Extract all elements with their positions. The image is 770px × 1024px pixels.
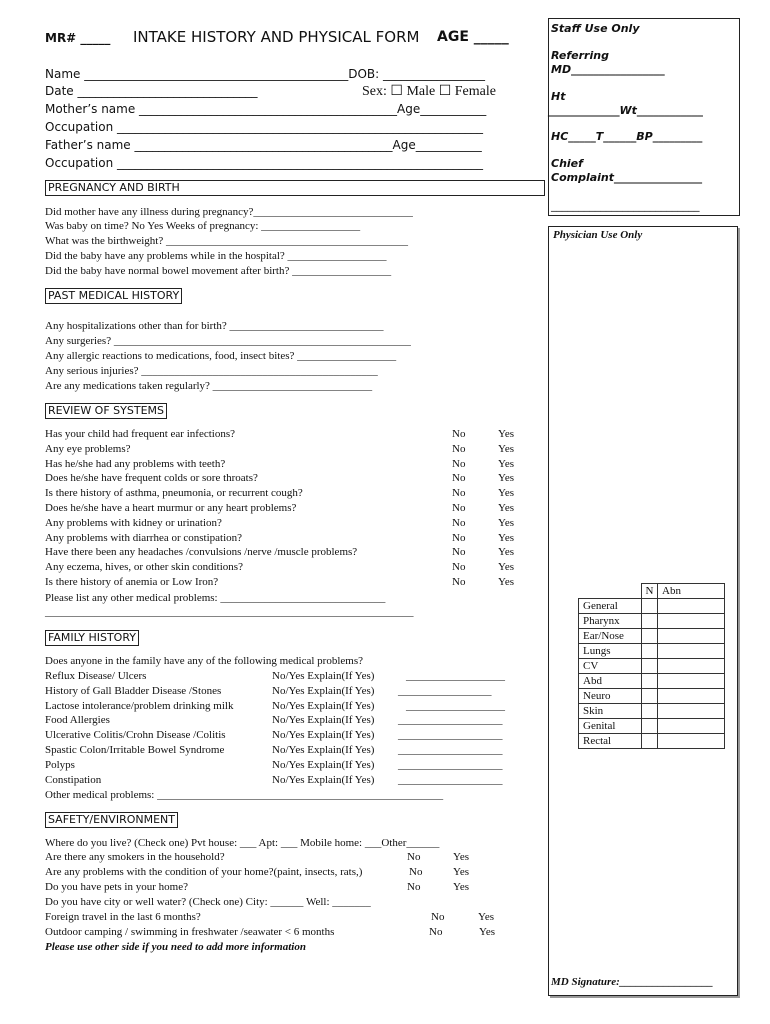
mr-number[interactable]: MR# _____ xyxy=(45,31,111,45)
family-yes-no-option[interactable]: No/Yes Explain(If Yes) xyxy=(272,685,375,697)
review-question: Is there history of anemia or Low Iron? xyxy=(45,576,219,588)
normal-cell[interactable] xyxy=(642,704,658,719)
review-question: Is there history of asthma, pneumonia, or recurrent cough? xyxy=(45,487,303,499)
normal-cell[interactable] xyxy=(642,629,658,644)
abnormal-cell[interactable] xyxy=(658,614,725,629)
date-field[interactable]: Date ______________________________ xyxy=(45,84,258,98)
foreign-travel-question: Foreign travel in the last 6 months? xyxy=(45,911,201,923)
abnormal-cell[interactable] xyxy=(658,719,725,734)
staff-use-title: Staff Use Only xyxy=(551,22,640,35)
physical-exam-table xyxy=(578,583,725,749)
family-condition-label: Constipation xyxy=(45,774,102,786)
pregnancy-on-time-question[interactable]: Was baby on time? No Yes Weeks of pregnancy: __________________ xyxy=(45,220,361,232)
no-option[interactable]: No xyxy=(452,561,466,573)
no-option[interactable]: No xyxy=(407,881,421,893)
family-yes-no-option[interactable]: No/Yes Explain(If Yes) xyxy=(272,744,375,756)
review-question: Any eye problems? xyxy=(45,443,131,455)
exam-label: Lungs xyxy=(579,644,642,659)
referring-label: Referring xyxy=(551,49,609,62)
pregnancy-hospital-question[interactable]: Did the baby have any problems while in the hospital? __________________ xyxy=(45,250,387,262)
yes-option[interactable]: Yes xyxy=(453,866,470,878)
medications-question[interactable]: Are any medications taken regularly? _____________________________ xyxy=(45,380,373,392)
family-condition-label: Polyps xyxy=(45,759,75,771)
yes-option[interactable]: Yes xyxy=(498,546,515,558)
no-option[interactable]: No xyxy=(452,487,466,499)
exam-label: Rectal xyxy=(579,734,642,749)
exam-label: Skin xyxy=(579,704,642,719)
father-occupation-field[interactable]: Occupation _____________________________________________________________ xyxy=(45,156,484,170)
no-option[interactable]: No xyxy=(452,443,466,455)
no-option[interactable]: No xyxy=(452,576,466,588)
exam-label: Pharynx xyxy=(579,614,642,629)
mother-name-field[interactable]: Mother’s name ___________________________________________Age___________ xyxy=(45,102,487,116)
family-yes-no-option[interactable]: No/Yes Explain(If Yes) xyxy=(272,700,375,712)
pregnancy-birthweight-question[interactable]: What was the birthweight? ____________________________________________ xyxy=(45,235,408,247)
yes-option[interactable]: Yes xyxy=(498,443,515,455)
home-condition-question: Are any problems with the condition of your home?(paint, insects, rats,) xyxy=(45,866,363,878)
family-yes-no-option[interactable]: No/Yes Explain(If Yes) xyxy=(272,670,375,682)
allergies-question[interactable]: Any allergic reactions to medications, food, insect bites? __________________ xyxy=(45,350,397,362)
yes-option[interactable]: Yes xyxy=(498,561,515,573)
physician-use-title: Physician Use Only xyxy=(553,229,643,241)
family-explain-field[interactable]: ___________________ xyxy=(398,759,503,771)
exam-row xyxy=(579,599,725,614)
normal-cell[interactable] xyxy=(642,599,658,614)
abnormal-cell[interactable] xyxy=(658,659,725,674)
exam-label: Abd xyxy=(579,674,642,689)
no-option[interactable]: No xyxy=(452,532,466,544)
review-question: Any eczema, hives, or other skin conditions? xyxy=(45,561,243,573)
abnormal-cell[interactable] xyxy=(658,644,725,659)
exam-row xyxy=(579,704,725,719)
mother-occupation-field[interactable]: Occupation _____________________________________________________________ xyxy=(45,120,484,134)
normal-cell[interactable] xyxy=(642,644,658,659)
exam-label: CV xyxy=(579,659,642,674)
family-condition-label: Food Allergies xyxy=(45,714,110,726)
yes-option[interactable]: Yes xyxy=(478,911,495,923)
pregnancy-illness-question[interactable]: Did mother have any illness during pregnancy?_____________________________ xyxy=(45,206,413,218)
section-heading-family-history: FAMILY HISTORY xyxy=(45,630,139,646)
section-heading-past-medical: PAST MEDICAL HISTORY xyxy=(45,288,182,304)
exam-header-row xyxy=(579,584,725,599)
family-condition-label: Ulcerative Colitis/Crohn Disease /Colitis xyxy=(45,729,226,741)
review-question: Any problems with diarrhea or constipation? xyxy=(45,532,243,544)
review-question: Have there been any headaches /convulsions /nerve /muscle problems? xyxy=(45,546,358,558)
residence-type-question[interactable]: Where do you live? (Check one) Pvt house: ___ Apt: ___ Mobile home: ___Other______ xyxy=(45,837,440,849)
family-intro: Does anyone in the family have any of the following medical problems? xyxy=(45,655,363,667)
section-heading-safety: SAFETY/ENVIRONMENT xyxy=(45,812,178,828)
vitals-field[interactable]: HC_____T______BP_________ xyxy=(551,130,703,143)
normal-cell[interactable] xyxy=(642,719,658,734)
family-explain-field[interactable]: ___________________ xyxy=(398,744,503,756)
abnormal-cell[interactable] xyxy=(658,704,725,719)
yes-option[interactable]: Yes xyxy=(498,487,515,499)
exam-row xyxy=(579,614,725,629)
pregnancy-bowel-question[interactable]: Did the baby have normal bowel movement after birth? __________________ xyxy=(45,265,392,277)
surgeries-question[interactable]: Any surgeries? ______________________________________________________ xyxy=(45,335,411,347)
no-option[interactable]: No xyxy=(452,428,466,440)
family-condition-label: History of Gall Bladder Disease /Stones xyxy=(45,685,222,697)
md-signature-field[interactable]: MD Signature:_________________ xyxy=(551,976,714,988)
yes-option[interactable]: Yes xyxy=(453,881,470,893)
normal-column-header: N xyxy=(642,584,658,599)
yes-option[interactable]: Yes xyxy=(479,926,496,938)
section-heading-pregnancy: PREGNANCY AND BIRTH xyxy=(45,180,545,196)
no-option[interactable]: No xyxy=(452,502,466,514)
family-explain-field[interactable]: __________________ xyxy=(406,670,505,682)
yes-option[interactable]: Yes xyxy=(498,532,515,544)
pets-question: Do you have pets in your home? xyxy=(45,881,188,893)
family-explain-field[interactable]: ___________________ xyxy=(398,729,503,741)
abnormal-cell[interactable] xyxy=(658,674,725,689)
normal-cell[interactable] xyxy=(642,659,658,674)
yes-option[interactable]: Yes xyxy=(498,458,515,470)
exam-label: Genital xyxy=(579,719,642,734)
abnormal-cell[interactable] xyxy=(658,734,725,749)
normal-cell[interactable] xyxy=(642,689,658,704)
yes-option[interactable]: Yes xyxy=(498,428,515,440)
height-label: Ht xyxy=(551,90,566,103)
exam-row xyxy=(579,659,725,674)
hospitalizations-question[interactable]: Any hospitalizations other than for birth? ____________________________ xyxy=(45,320,384,332)
abnormal-cell[interactable] xyxy=(658,599,725,614)
family-explain-field[interactable]: ___________________ xyxy=(398,714,503,726)
family-explain-field[interactable]: ___________________ xyxy=(398,774,503,786)
sex-checkboxes[interactable]: Sex: ☐ Male ☐ Female xyxy=(362,84,496,99)
exam-label: General xyxy=(579,599,642,614)
no-option[interactable]: No xyxy=(452,517,466,529)
exam-label: Neuro xyxy=(579,689,642,704)
abnormal-cell[interactable] xyxy=(658,689,725,704)
family-yes-no-option[interactable]: No/Yes Explain(If Yes) xyxy=(272,774,375,786)
father-name-field[interactable]: Father’s name ___________________________________________Age___________ xyxy=(45,138,482,152)
exam-label: Ear/Nose xyxy=(579,629,642,644)
age-field[interactable]: AGE _____ xyxy=(437,29,509,45)
review-question: Does he/she have frequent colds or sore throats? xyxy=(45,472,258,484)
yes-option[interactable]: Yes xyxy=(498,517,515,529)
normal-cell[interactable] xyxy=(642,734,658,749)
no-option[interactable]: No xyxy=(409,866,423,878)
review-question: Does he/she have a heart murmur or any heart problems? xyxy=(45,502,297,514)
normal-cell[interactable] xyxy=(642,614,658,629)
form-title: INTAKE HISTORY AND PHYSICAL FORM xyxy=(133,28,420,46)
exam-row xyxy=(579,674,725,689)
other-side-note: Please use other side if you need to add more information xyxy=(45,941,306,953)
no-option[interactable]: No xyxy=(429,926,443,938)
chief-complaint-line[interactable]: ___________________________ xyxy=(551,199,700,212)
family-yes-no-option[interactable]: No/Yes Explain(If Yes) xyxy=(272,714,375,726)
weight-field[interactable]: _____________Wt____________ xyxy=(548,104,703,117)
abnormal-cell[interactable] xyxy=(658,629,725,644)
exam-row xyxy=(579,734,725,749)
family-condition-label: Lactose intolerance/problem drinking milk xyxy=(45,700,234,712)
review-question: Has he/she had any problems with teeth? xyxy=(45,458,226,470)
no-option[interactable]: No xyxy=(407,851,421,863)
camping-question: Outdoor camping / swimming in freshwater /seawater < 6 months xyxy=(45,926,335,938)
referring-md-field[interactable]: MD_________________ xyxy=(551,63,665,76)
other-problems-line[interactable]: ___________________________________________________________________ xyxy=(45,606,414,618)
no-option[interactable]: No xyxy=(431,911,445,923)
exam-row xyxy=(579,644,725,659)
section-heading-review-systems: REVIEW OF SYSTEMS xyxy=(45,403,167,419)
family-other-problems-field[interactable]: Other medical problems: ____________________________________________________ xyxy=(45,789,444,801)
no-option[interactable]: No xyxy=(452,472,466,484)
family-explain-field[interactable]: __________________ xyxy=(406,700,505,712)
yes-option[interactable]: Yes xyxy=(453,851,470,863)
exam-row xyxy=(579,689,725,704)
chief-complaint-field[interactable]: Complaint________________ xyxy=(551,171,703,184)
family-yes-no-option[interactable]: No/Yes Explain(If Yes) xyxy=(272,729,375,741)
review-question: Has your child had frequent ear infections? xyxy=(45,428,235,440)
other-problems-field[interactable]: Please list any other medical problems: ______________________________ xyxy=(45,592,386,604)
exam-row xyxy=(579,719,725,734)
abnormal-column-header: Abn xyxy=(658,584,725,599)
water-source-question[interactable]: Do you have city or well water? (Check one) City: ______ Well: _______ xyxy=(45,896,371,908)
yes-option[interactable]: Yes xyxy=(498,502,515,514)
exam-row xyxy=(579,629,725,644)
chief-label: Chief xyxy=(551,157,583,170)
injuries-question[interactable]: Any serious injuries? ___________________________________________ xyxy=(45,365,378,377)
no-option[interactable]: No xyxy=(452,458,466,470)
family-explain-field[interactable]: _________________ xyxy=(398,685,492,697)
staff-use-box xyxy=(548,18,740,216)
no-option[interactable]: No xyxy=(452,546,466,558)
family-yes-no-option[interactable]: No/Yes Explain(If Yes) xyxy=(272,759,375,771)
family-condition-label: Reflux Disease/ Ulcers xyxy=(45,670,147,682)
yes-option[interactable]: Yes xyxy=(498,576,515,588)
normal-cell[interactable] xyxy=(642,674,658,689)
review-question: Any problems with kidney or urination? xyxy=(45,517,222,529)
yes-option[interactable]: Yes xyxy=(498,472,515,484)
name-dob-field[interactable]: Name ____________________________________________DOB: _________________ xyxy=(45,67,485,81)
smokers-question: Are there any smokers in the household? xyxy=(45,851,225,863)
family-condition-label: Spastic Colon/Irritable Bowel Syndrome xyxy=(45,744,225,756)
